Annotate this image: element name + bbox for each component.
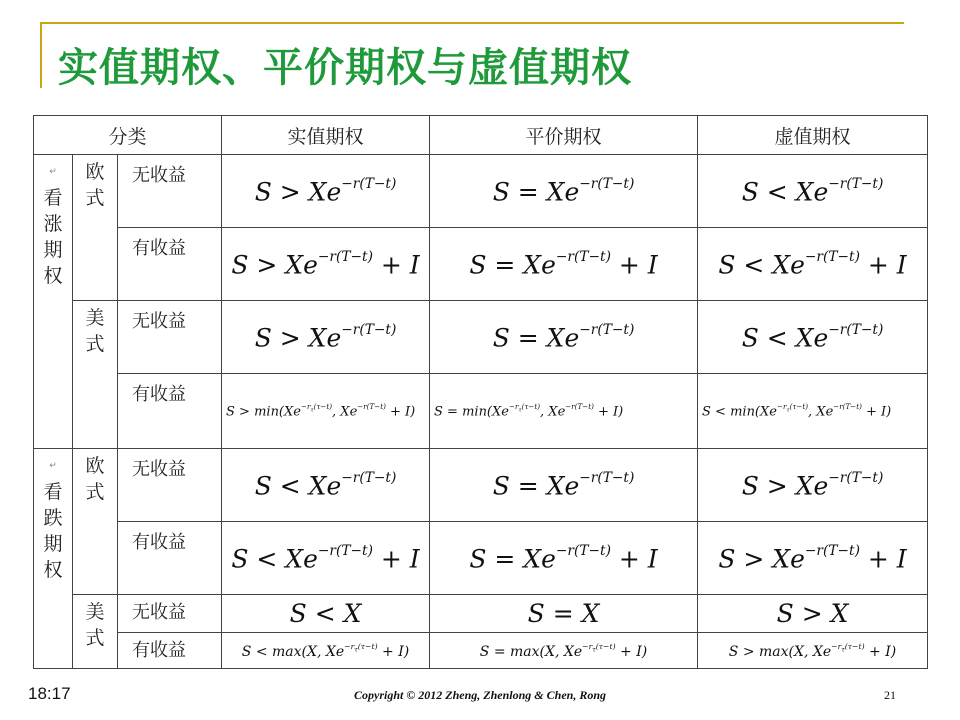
call-eu-inc-otm: $S < Xe^{-r(T-t)} + I$ <box>698 228 928 301</box>
table-row <box>34 155 928 228</box>
put-eu-inc-itm: $S < Xe^{-r(T-t)} + I$ <box>222 522 430 595</box>
title-frame-left <box>40 22 42 88</box>
put-am-no-itm: S < X <box>222 595 430 633</box>
call-european-label: 欧 式 <box>73 155 118 301</box>
option-moneyness-table <box>33 115 928 669</box>
put-am-inc-itm: S < max(X, $Xe^{-r_\tau(\tau-t)} + I$) <box>222 633 430 669</box>
call-eu-no-income-label: 无收益 <box>118 155 222 228</box>
put-eu-no-atm: $S = Xe^{-r(T-t)}$ <box>430 449 698 522</box>
call-american-label: 美 式 <box>73 301 118 449</box>
title-frame-top <box>40 22 904 24</box>
call-am-no-income-label: 无收益 <box>118 301 222 374</box>
call-am-no-itm: $S > Xe^{-r(T-t)}$ <box>222 301 430 374</box>
slide-title: 实值期权、平价期权与虚值期权 <box>58 45 632 91</box>
header-otm: 虚值期权 <box>698 116 928 155</box>
header-category: 分类 <box>34 116 222 155</box>
put-eu-inc-otm: $S > Xe^{-r(T-t)} + I$ <box>698 522 928 595</box>
table-row <box>34 633 928 669</box>
put-eu-income-label: 有收益 <box>118 522 222 595</box>
call-eu-no-otm: $S < Xe^{-r(T-t)}$ <box>698 155 928 228</box>
put-am-income-label: 有收益 <box>118 633 222 669</box>
footer-page-number: 21 <box>884 688 896 702</box>
header-itm: 实值期权 <box>222 116 430 155</box>
put-option-label: ↵ 看 跌 期 权 <box>34 449 73 669</box>
call-am-inc-otm: $S < \min(Xe^{-r_\tau(\tau-t)}$, $Xe^{-r(T-t)} + I$) <box>698 374 928 449</box>
put-eu-no-otm: $S > Xe^{-r(T-t)}$ <box>698 449 928 522</box>
put-eu-no-itm: $S < Xe^{-r(T-t)}$ <box>222 449 430 522</box>
put-am-no-otm: S > X <box>698 595 928 633</box>
call-am-income-label: 有收益 <box>118 374 222 449</box>
put-am-no-income-label: 无收益 <box>118 595 222 633</box>
call-am-no-otm: $S < Xe^{-r(T-t)}$ <box>698 301 928 374</box>
call-am-inc-atm: $S = \min(Xe^{-r_\tau(\tau-t)}$, $Xe^{-r(T-t)} + I$) <box>430 374 698 449</box>
call-eu-inc-itm: $S > Xe^{-r(T-t)} + I$ <box>222 228 430 301</box>
call-eu-no-atm: $S = Xe^{-r(T-t)}$ <box>430 155 698 228</box>
table-row <box>34 228 928 301</box>
call-eu-inc-atm: $S = Xe^{-r(T-t)} + I$ <box>430 228 698 301</box>
put-eu-no-income-label: 无收益 <box>118 449 222 522</box>
call-am-no-atm: $S = Xe^{-r(T-t)}$ <box>430 301 698 374</box>
call-eu-income-label: 有收益 <box>118 228 222 301</box>
call-eu-no-itm: $S > Xe^{-r(T-t)}$ <box>222 155 430 228</box>
table-row <box>34 374 928 449</box>
put-european-label: 欧 式 <box>73 449 118 595</box>
footer-copyright: Copyright © 2012 Zheng, Zhenlong & Chen, Rong <box>353 688 606 702</box>
put-eu-inc-atm: $S = Xe^{-r(T-t)} + I$ <box>430 522 698 595</box>
table-row <box>34 301 928 374</box>
put-american-label: 美 式 <box>73 595 118 669</box>
table-row <box>34 595 928 633</box>
header-atm: 平价期权 <box>430 116 698 155</box>
put-am-inc-otm: S > max(X, $Xe^{-r_\tau(\tau-t)} + I$) <box>698 633 928 669</box>
table-row <box>34 449 928 522</box>
header-row <box>34 116 928 155</box>
call-am-inc-itm: $S > \min(Xe^{-r_\tau(\tau-t)}$, $Xe^{-r(T-t)} + I$) <box>222 374 430 449</box>
table-row <box>34 522 928 595</box>
put-am-inc-atm: S = max(X, $Xe^{-r_\tau(\tau-t)} + I$) <box>430 633 698 669</box>
put-am-no-atm: S = X <box>430 595 698 633</box>
call-option-label: ↵ 看 涨 期 权 <box>34 155 73 449</box>
footer-time: 18:17 <box>28 684 71 703</box>
